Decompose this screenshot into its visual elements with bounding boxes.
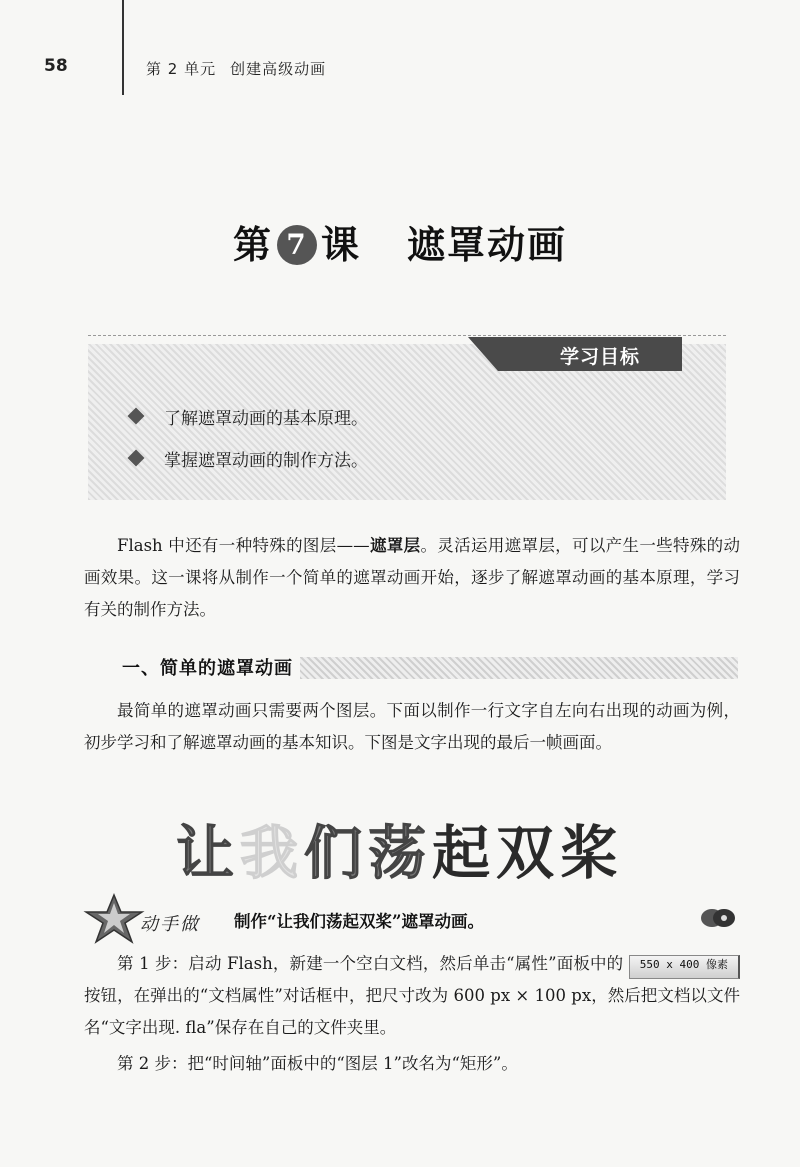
goal-item (130, 446, 368, 471)
goal-text: 了解遮罩动画的基本原理。 (164, 409, 368, 429)
cd-icon (700, 908, 736, 928)
document-size-button[interactable]: 550 x 400 像素 (629, 955, 740, 979)
step-2: 第 2 步：把“时间轴”面板中的“图层 1”改名为“矩形”。 (117, 1054, 518, 1073)
lesson-number-badge: 7 (277, 225, 317, 265)
section-heading: 一、简单的遮罩动画 (122, 658, 293, 679)
step-1 (84, 948, 740, 1044)
demo-char: 让 (175, 819, 240, 887)
step-1-text-a: 第 1 步：启动 Flash，新建一个空白文档，然后单击“属性”面板中的 (117, 954, 624, 973)
header-divider (122, 0, 124, 95)
goals-top-divider (88, 335, 726, 336)
demo-char: 们 (303, 819, 368, 887)
handson-task: 制作“让我们荡起双桨”遮罩动画。 (234, 912, 484, 931)
unit-label: 第 2 单元 (146, 60, 217, 78)
star-icon (82, 893, 146, 945)
running-head (146, 58, 340, 79)
intro-text-1: Flash 中还有一种特殊的图层—— (117, 536, 370, 555)
section-paragraph: 最简单的遮罩动画只需要两个图层。下面以制作一行文字自左向右出现的动画为例，初步学习和了解遮罩动画的基本知识。下图是文字出现的最后一帧画面。 (84, 701, 740, 752)
step-1-text-b: 按钮，在弹出的“文档属性”对话框中，把尺寸改为 600 px × 100 px，然后把文档以文件名“文字出现. fla”保存在自己的文件夹里。 (84, 986, 740, 1037)
diamond-bullet-icon (128, 408, 145, 425)
intro-paragraph (84, 530, 740, 626)
intro-bold-term: 遮罩层 (369, 536, 421, 555)
lesson-prefix: 第 (232, 222, 273, 267)
demo-char: 桨 (560, 819, 625, 887)
demo-char: 双 (496, 819, 561, 887)
unit-title: 创建高级动画 (230, 60, 327, 78)
lesson-title (0, 214, 800, 269)
goals-tab-label: 学习目标 (559, 346, 640, 368)
page-number: 58 (44, 56, 68, 76)
demo-text-image (0, 806, 800, 890)
handson-label: 动手做 (140, 914, 200, 935)
section-heading-band (300, 657, 738, 679)
lesson-name: 遮罩动画 (407, 222, 568, 267)
diamond-bullet-icon (128, 450, 145, 467)
lesson-suffix: 课 (320, 222, 361, 267)
intro-text-2: 。灵活运用遮罩层，可以产生一些特殊的动画效果。这一课将从制作一个简单的遮罩动画开始，逐步了解遮罩动画的基本原理，学习有关的制作方法。 (84, 536, 741, 619)
demo-char: 荡 (367, 819, 432, 887)
demo-char: 起 (432, 819, 497, 887)
goal-text: 掌握遮罩动画的制作方法。 (164, 451, 368, 471)
demo-char-faded: 我 (239, 819, 304, 887)
goal-item (130, 404, 368, 429)
